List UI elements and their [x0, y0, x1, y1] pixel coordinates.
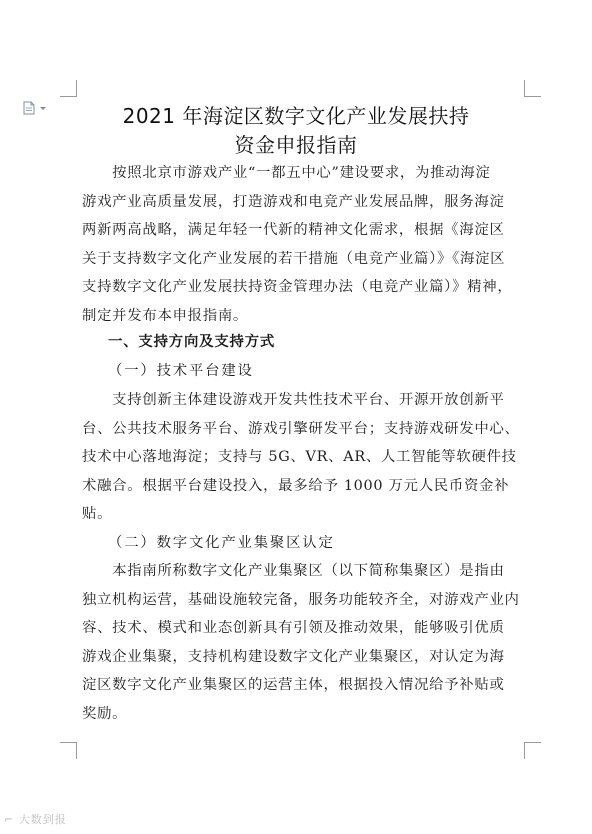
- paragraph-line: 游戏产业高质量发展，打造游戏和电竞产业发展品牌，服务海淀: [82, 193, 505, 210]
- intro-paragraph: [82, 159, 530, 330]
- tech-platform-paragraph: [82, 386, 530, 529]
- paragraph-line: 制定并发布本申报指南。: [82, 307, 248, 324]
- crop-mark-bottom-right: [524, 742, 541, 759]
- crop-mark-bottom-left: [60, 742, 77, 759]
- paragraph-line: 支持数字文化产业发展扶持资金管理办法（电竞产业篇）》精神，: [82, 279, 513, 295]
- paragraph-line: 关于支持数字文化产业发展的若干措施（电竞产业篇）》《海淀区: [82, 250, 506, 267]
- paragraph-line: 支持创新主体建设游戏开发共性技术平台、开源开放创新平: [82, 392, 505, 408]
- paragraph-line: 技术中心落地海淀；支持与 5G、VR、AR、人工智能等软硬件技: [82, 449, 517, 465]
- crop-mark-top-left: [60, 80, 77, 97]
- paragraph-line: 两新两高战略，满足年轻一代新的精神文化需求，根据《海淀区: [82, 222, 505, 238]
- subsection-heading-tech-platform: （一）技术平台建设: [108, 363, 254, 379]
- paragraph-line: 独立机构运营，基础设施较完备，服务功能较齐全，对游戏产业内: [82, 591, 520, 608]
- cluster-paragraph: [82, 557, 530, 728]
- paragraph-line: 术融合。根据平台建设投入，最多给予 1000 万元人民币资金补: [82, 477, 510, 494]
- document-icon[interactable]: [22, 100, 52, 114]
- paragraph-line: 游戏企业集聚，支持机构建设数字文化产业集聚区，对认定为海: [82, 648, 505, 665]
- document-title-line-2: 资金申报指南: [234, 133, 358, 157]
- paragraph-line: 淀区数字文化产业集聚区的运营主体，根据投入情况给予补贴或: [82, 677, 505, 693]
- paragraph-line: 容、技术、模式和业态创新具有引领及推动效果，能够吸引优质: [82, 620, 505, 636]
- paragraph-line: 本指南所称数字文化产业集聚区（以下简称集聚区）是指由: [82, 563, 505, 579]
- paragraph-line: 奖励。: [82, 705, 128, 722]
- crop-mark-top-right: [524, 80, 541, 97]
- paragraph-line: 贴。: [82, 506, 113, 522]
- subsection-heading-cluster-certification: （二）数字文化产业集聚区认定: [108, 535, 335, 551]
- section-heading-support-direction: 一、支持方向及支持方式: [108, 334, 276, 350]
- watermark: ⌐ 大数到报: [4, 813, 67, 826]
- paragraph-line: 按照北京市游戏产业“一都五中心”建设要求，为推动海淀: [82, 165, 491, 181]
- document-title-line-1: 2021 年海淀区数字文化产业发展扶持: [122, 104, 470, 128]
- paragraph-line: 台、公共技术服务平台、游戏引擎研发平台；支持游戏研发中心、: [82, 420, 520, 437]
